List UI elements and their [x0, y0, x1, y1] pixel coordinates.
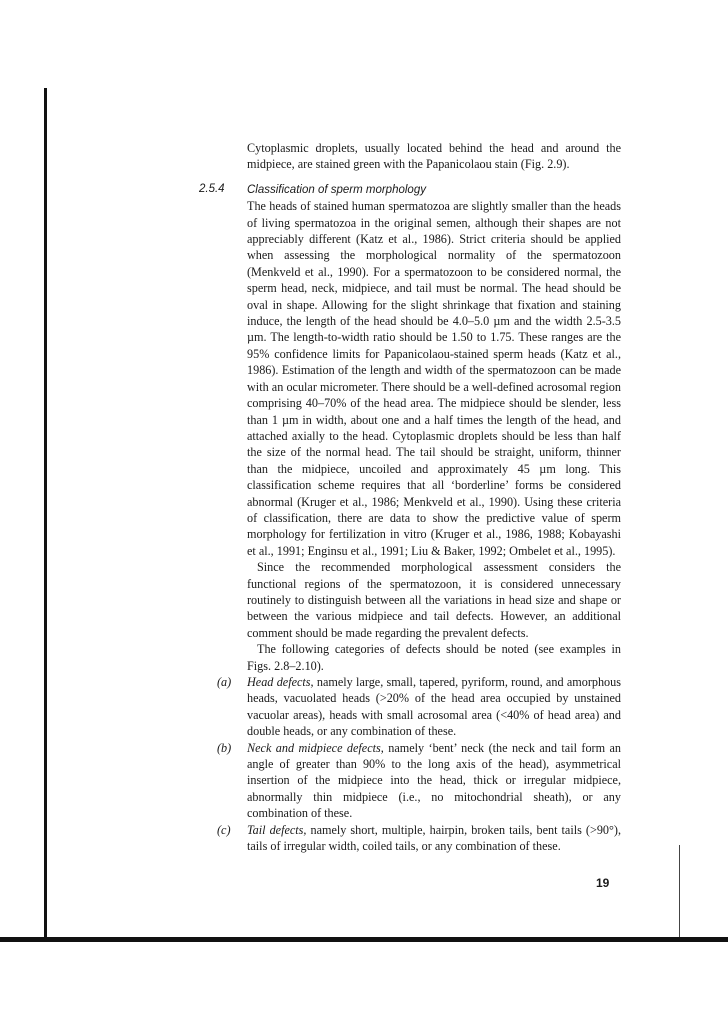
list-item-label: (a) — [217, 675, 232, 689]
list-item-text: namely short, multiple, hairpin, broken tails, bent tails (>90°), tails of irregular width, coiled tails, or any combination of these. — [247, 822, 621, 854]
list-item-heading: Neck and midpiece defects, — [247, 740, 384, 755]
scan-edge-left — [44, 88, 47, 938]
body-paragraph-2: Since the recommended morphological assessment considers the functional regions of the spermatozoon, it is considered unnecessary routinely to distinguish between all the variations in head size and shape or between the various midpiece and tail defects. However, an additional comment should be made regarding the prevalent defects. — [247, 560, 621, 640]
list-item-heading: Tail defects, — [247, 822, 307, 837]
section-title: Classification of sperm morphology — [247, 183, 426, 196]
list-item-head-defects — [217, 674, 621, 740]
page-number: 19 — [596, 876, 610, 890]
list-item-heading: Head defects, — [247, 675, 314, 689]
body-paragraph-1: The heads of stained human spermatozoa are slightly smaller than the heads of living spermatozoa in the original semen, although their shapes are not appreciably different (Katz et al., 1986). Strict criteria should be applied when assessing the morphological normality of the spermatozoon (Menkveld et al., 1990). For a spermatozoon to be considered normal, the sperm head, neck, midpiece, and tail must be normal. The head should be oval in shape. Allowing for the slight shrinkage that fixation and staining induce, the length of the head should be 4.0–5.0 µm and the width 2.5-3.5 µm. The length-to-width ratio should be 1.50 to 1.75. These ranges are the 95% confidence limits for Papanicolaou-stained sperm heads (Katz et al., 1986). Estimation of the length and width of the spermatozoon can be made with an ocular micrometer. There should be a well-defined acrosomal region comprising 40–70% of the head area. The midpiece should be slender, less than 1 µm in width, about one and a half times the length of the head, and attached axially to the head. Cytoplasmic droplets should be less than half the size of the normal head. The tail should be straight, uniform, thinner than the midpiece, uncoiled and approximately 45 µm long. This classification scheme requires that all ‘borderline’ forms be considered abnormal (Kruger et al., 1986; Menkveld et al., 1990). Using these criteria of classification, there are data to show the predictive value of sperm morphology for fertilization in vitro (Kruger et al., 1986, 1988; Kobayashi et al., 1991; Enginsu et al., 1991; Liu & Baker, 1992; Ombelet et al., 1995). — [247, 199, 621, 558]
list-item-tail-defects — [217, 822, 621, 855]
section-heading — [199, 181, 621, 198]
list-item-text: namely ‘bent’ neck (the neck and tail form an angle of greater than 90% to the long axis of the head), asymmetrical insertion of the midpiece into the head, thick or irregular midpiece, abnormally thin midpiece (i.e., no mitochondrial sheath), or any combination of these. — [247, 740, 622, 821]
page-content — [199, 140, 622, 854]
body-paragraph-3: The following categories of defects should be noted (see examples in Figs. 2.8–2.10). — [247, 642, 621, 673]
intro-paragraph: Cytoplasmic droplets, usually located behind the head and around the midpiece, are stained green with the Papanicolaou stain (Fig. 2.9). — [247, 141, 621, 172]
scan-edge-right — [679, 845, 680, 937]
list-item-text: namely large, small, tapered, pyriform, round, and amorphous heads, vacuolated heads (>20% of the head area occupied by unstained vacuolar areas), heads with small acrosomal area (<40% of head area) and double heads, or any combination of these. — [247, 675, 621, 739]
scan-edge-bottom — [0, 937, 728, 942]
list-item-midpiece-defects — [217, 740, 622, 822]
section-number: 2.5.4 — [199, 182, 225, 195]
list-item-label: (b) — [217, 740, 232, 755]
list-item-label: (c) — [217, 822, 231, 837]
